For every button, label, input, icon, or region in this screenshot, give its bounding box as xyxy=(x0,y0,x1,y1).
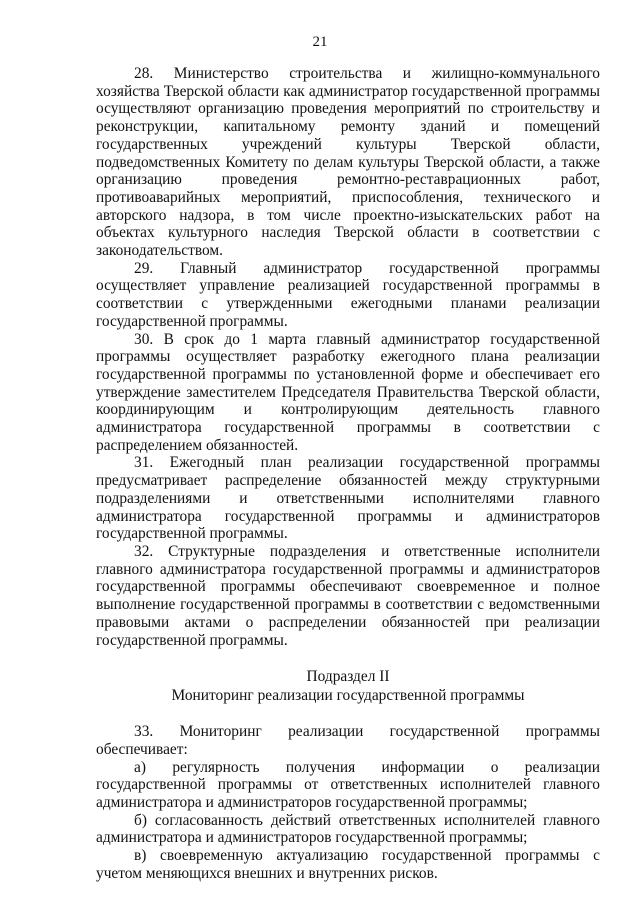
paragraph-29: 29. Главный администратор государственной программы осуществляет управление реализацией государственной программы в соответствии с утвержденными ежегодными планами реализации государственной программы. xyxy=(96,259,600,330)
list-item-a: а) регулярность получения информации о реализации государственной программы от ответственных исполнителей главного администратора и администраторов государственной программы; xyxy=(96,758,600,812)
paragraph-32: 32. Структурные подразделения и ответственные исполнители главного администратора государственной программы и администраторов государственной программы обеспечивают своевременное и полное выполнение государственной программы в соответствии с ведомственными правовыми актами о распределении обязанностей при реализации государственной программы. xyxy=(96,542,600,649)
list-item-b: б) согласованность действий ответственных исполнителей главного администратора и администраторов государственной программы; xyxy=(96,811,600,847)
paragraph-30: 30. В срок до 1 марта главный администратор государственной программы осуществляет разработку ежегодного плана реализации государственной программы по установленной форме и обеспечивает его утверждение заместителем Председателя Правительства Тверской области, координирующим и контролирующим деятельность главного администратора государственной программы в соответствии с распределением обязанностей. xyxy=(96,330,600,454)
subsection-heading xyxy=(96,667,600,705)
document-body xyxy=(96,65,600,883)
page-number: 21 xyxy=(312,34,328,50)
paragraph-31: 31. Ежегодный план реализации государственной программы предусматривает распределение обязанностей между структурными подразделениями и ответственными исполнителями главного администратора государственной программы и администраторов государственной программы. xyxy=(96,454,600,543)
paragraph-33-intro: 33. Мониторинг реализации государственной программы обеспечивает: xyxy=(96,723,600,758)
paragraph-28: 28. Министерство строительства и жилищно-коммунального хозяйства Тверской области как администратор государственной программы осуществляют организацию проведения мероприятий по строительству и реконструкции, капитальному ремонту зданий и помещений государственных учреждений культуры Тверской области, подведомственных Комитету по делам культуры Тверской области, а также организацию проведения ремонтно-реставрационных работ, противоаварийных мероприятий, приспособления, технического и авторского надзора, в том числе проектно-изыскательских работ на объектах культурного наследия Тверской области в соответствии с законодательством. xyxy=(96,65,600,260)
list-item-c: в) своевременную актуализацию государственной программы с учетом меняющихся внешних и внутренних рисков. xyxy=(96,847,600,882)
section-spacer xyxy=(96,705,600,723)
subsection-label: Подраздел II xyxy=(306,668,390,686)
subsection-title: Мониторинг реализации государственной программы xyxy=(171,687,525,705)
